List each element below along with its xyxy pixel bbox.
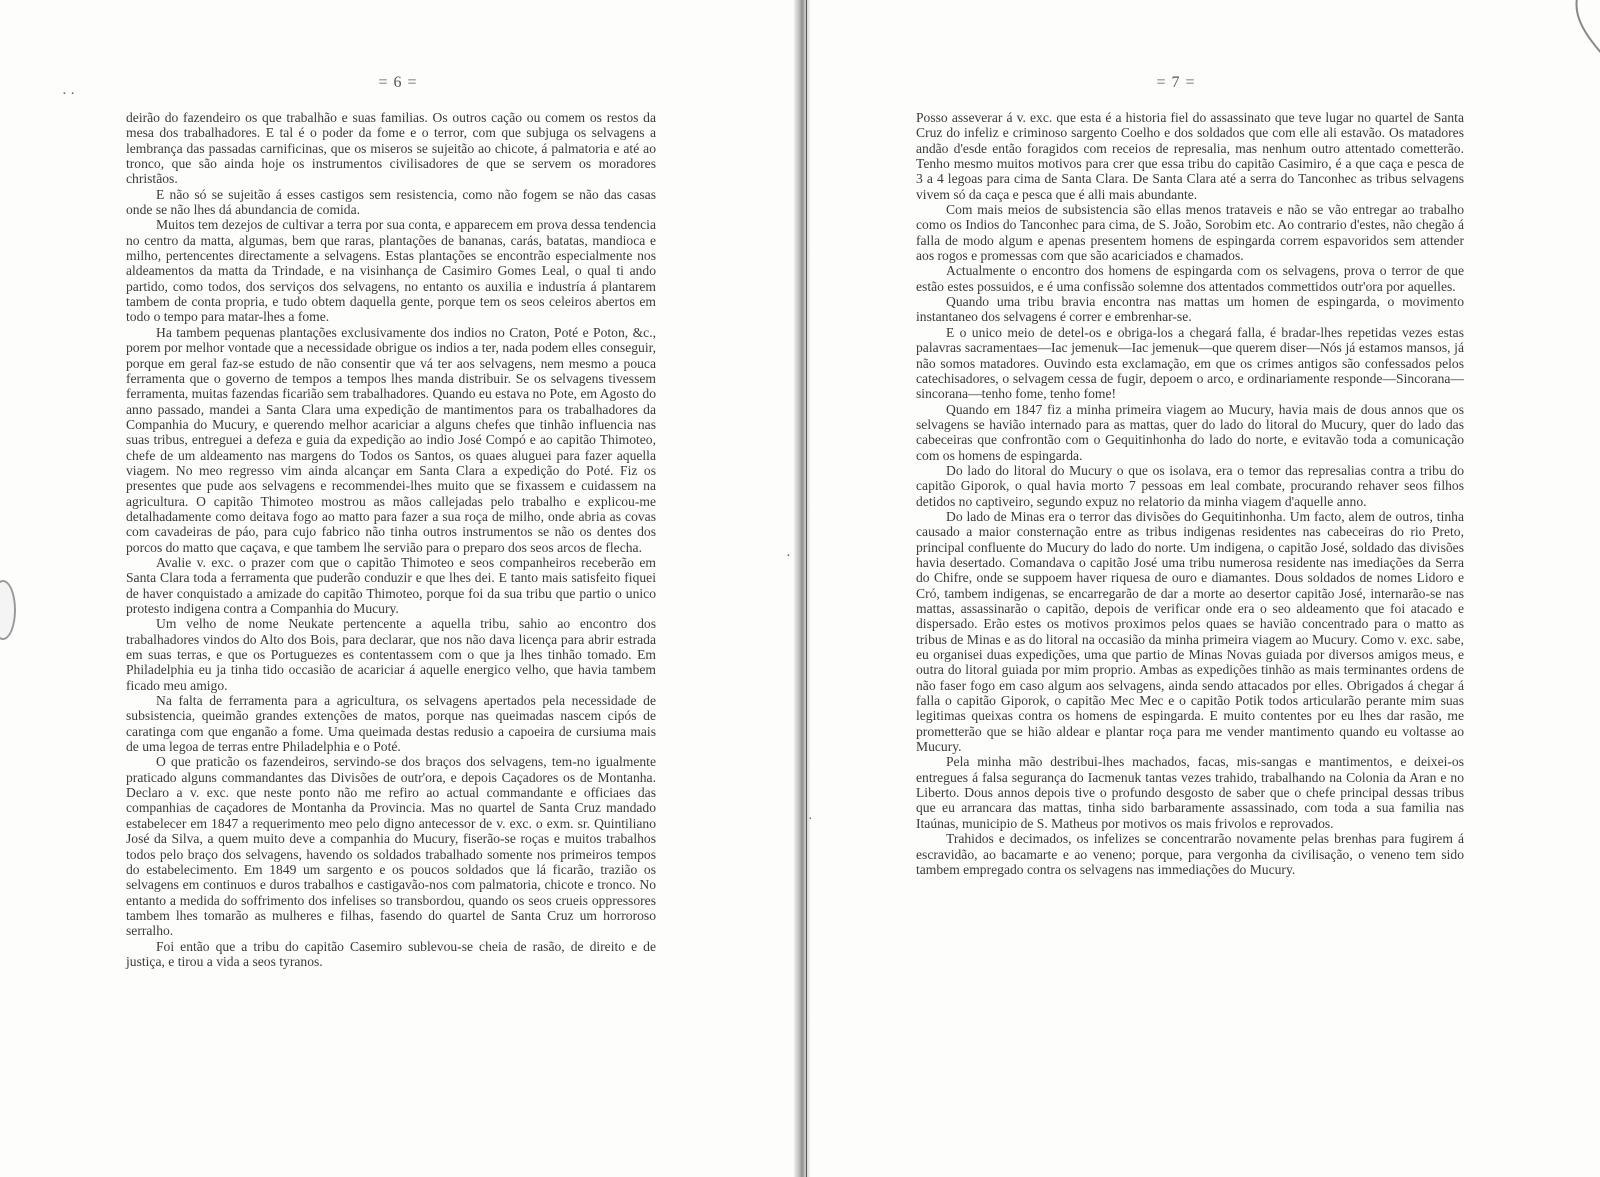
paragraph: Trahidos e decimados, os infelizes se concentrarão novamente pelas brenhas para fugirem á escravidão, ao bacamarte e ao veneno; porque, para vergonha da civilisação, o veneno tem sido tambem empregado contra os selvagens nas immediações do Mucury. [916,831,1464,877]
paragraph: Posso asseverar á v. exc. que esta é a historia fiel do assassinato que teve lugar no quartel de Santa Cruz do infeliz e criminoso sargento Coelho e dos soldados que com elle ali estavão. Os matadores andão d'esde então foragidos com receios de represalia, mas nenhum outro attentado cometterão. Tenho mesmo muitos motivos para crer que essa tribu do capitão Casimiro, é a que caça e pesca de 3 a 4 legoas para cima de Santa Clara. De Santa Clara até a serra do Tanconhec as tribus selvagens vivem só da caça e pesca que é alli mais abundante. [916,110,1464,202]
paragraph: Quando uma tribu bravia encontra nas mattas um homen de espingarda, o movimento instantaneo dos selvagens é correr e embrenhar-se. [916,294,1464,325]
paragraph: E o unico meio de detel-os e obriga-los a chegará falla, é bradar-lhes repetidas vezes estas palavras sacramentaes—Iac jemenuk—Iac jemenuk—que querem diser—Nós já estamos mansos, já não somos matadores. Ouvindo esta exclamação, em que os crimes antigos são confessados pelos catechisadores, o selvagem cessa de fugir, depoem o arco, e ordinariamente responde—Sincorana—sincorana—tenho fome, tenho fome! [916,324,1464,402]
paragraph: deirão do fazendeiro os que trabalhão e suas familias. Os outros cação ou comem os restos da mesa dos trabalhadores. E tal é o poder da fome e o terror, com que subjuga os selvagens a lembrança das passadas carnificinas, que os miseros se sujeitão ao chicote, á palmatoria e até ao tronco, que são ainda hoje os instrumentos civilisadores de que se servem os moradores christãos. [126,110,656,187]
paragraph: Do lado do litoral do Mucury o que os isolava, era o temor das represalias contra a tribu do capitão Giporok, o qual havia morto 7 pessoas em leal combate, procurando rehaver seos filhos detidos no captiveiro, segundo expuz no relatorio da minha viagem d'aquelle anno. [916,462,1464,509]
paragraph: Muitos tem dezejos de cultivar a terra por sua conta, e apparecem em prova dessa tendencia no centro da matta, algumas, bem que raras, plantações de bananas, carás, batatas, mandioca e milho, pertencentes directamente a selvagens. Estas plantações se encontrão especialmente nos aldeamentos da matta da Trindade, e na visinhança de Casimiro Gomes Leal, o qual ti ando partido, como todos, dos serviços dos selvagens, no entanto os auxilia e industría á plantarem tambem de conta propria, e tudo obtem daquella gente, porque tem os seos celeiros abertos em todo o tempo para matar-lhes a fome. [126,217,656,325]
binding-hole [0,580,16,640]
gutter-speck-mark: ⋅ [786,549,791,564]
paragraph: Do lado de Minas era o terror das divisões do Gequitinhonha. Um facto, alem de outros, tinha causado a maior consternação entre as tribus indigenas residentes nas cabeceiras do rio Preto, principal confluente do Mucury do lado do norte. Um indigena, o capitão José, soldado das divisões havia desertado. Comandava o capitão José uma tribu numerosa residente nas imediações da Serra do Chifre, onde se suppoem haver riquesa de ouro e diamantes. Dous soldados de nomes Lidoro e Cró, tambem indigenas, se encarregarão de dar a morte ao desertor capitão José, internarão-se nas mattas, assassinarão o capitão, depois de verificar onde era o seo aldeamento que foi atacado e dispersado. Erão estes os motivos proximos pelos quaes se havião concentrado para o matto as tribus de Minas e as do litoral na occasião da minha primeira viagem ao Mucury. Como v. exc. sabe, eu organisei duas expedições, uma que partio de Minas Novas guiada por diversos amigos meus, e outra do litoral guiada por mim proprio. Ambas as expedições tinhão as mais terminantes ordens de não faser fogo em caso algum aos selvagens, ainda sendo attacados por elles. Obrigados á chegar á falla o capitão Giporok, o capitão Mec Mec e o capitão Potik todos articularão perante mim suas legitimas queixas contra os homens de espingarda. E muito contentes por eu lhes dar rasão, me prometterão que se hião aldear e plantar roça para me vender mantimento quando eu voltasse ao Mucury. [916,508,1464,755]
paragraph: Foi então que a tribu do capitão Casemiro sublevou-se cheia de rasão, de direito e de justiça, e tirou a vida a seos tyranos. [126,938,656,969]
paragraph: Actualmente o encontro dos homens de espingarda com os selvagens, prova o terror de que estão estes possuidos, e é uma confissão solemne dos attentados commettidos outr'ora por aquelles. [916,263,1464,294]
page-number-left: = 6 = [378,74,418,91]
right-page-body [916,110,1464,877]
paragraph: O que praticão os fazendeiros, servindo-se dos braços dos selvagens, tem-no igualmente praticado alguns commandantes das Divisões de outr'ora, e depois Caçadores os de Montanha. Declaro a v. exc. que neste ponto não me refiro ao actual commandante e officiaes das companhias de caçadores de Montanha da Provincia. Mas no quartel de Santa Cruz mandado estabelecer em 1847 a requerimento meo pelo digno antecessor de v. exc. o exm. sr. Quintiliano José da Silva, a quem muito deve a companhia do Mucury, fiserão-se roças e muitos trabalhos todos pelo braço dos selvagens, havendo os soldados trabalhado somente nos primeiros tempos do estabelecimento. Em 1849 um sargento e os poucos soldados que lá ficarão, trazião os selvagens em continuos e duros trabalhos e castigavão-nos com palmatoria, chicote e tronco. No entanto a medida do soffrimento dos infelises so transbordou, quando os seos crueis oppressores tambem lhes tomarão as mulheres e filhas, fasendo do quartel de Santa Cruz um horroroso serralho. [126,754,656,939]
scan-speck-mark: ⋅ ⋅ [62,87,76,102]
paragraph: Na falta de ferramenta para a agricultura, os selvagens apertados pela necessidade de subsistencia, queimão grandes extenções de matos, porque nas queimadas nascem cipós de caratinga com que enganão a fome. Uma queimada destas redusio a capoeira de cursiuma mais de uma legoa de terras entre Philadelphia e o Poté. [126,693,656,755]
page-number-right: = 7 = [1156,74,1196,91]
book-gutter [794,0,810,1177]
paragraph: Quando em 1847 fiz a minha primeira viagem ao Mucury, havia mais de dous annos que os selvagens se havião internado para as mattas, quer do lado do litoral do Mucury, quer do lado das cabeceiras que confrontão com o Gequitinhonha do lado do norte, e evitavão toda a comunicação com os homens de espingarda. [916,401,1464,463]
paragraph: E não só se sujeitão á esses castigos sem resistencia, como não fogem se não das casas onde se não lhes dá abundancia de comida. [126,186,656,218]
page-corner-curl [1570,0,1600,64]
paragraph: Um velho de nome Neukate pertencente a aquella tribu, sahio ao encontro dos trabalhadores vindos do Alto dos Bois, para declarar, que nos não dava licença para abrir estrada em suas terras, e que os Portuguezes es contentassem com o que ja lhes tinhão tomado. Em Philadelphia eu ja tinha tido occasião de acariciar á aquelle energico velho, que havia tambem ficado meu amigo. [126,616,656,693]
paragraph: Pela minha mão destribui-lhes machados, facas, mis-sangas e mantimentos, e deixei-os entregues á falsa segurança do Iacmenuk tantas vezes trahido, trabalhando na Colonia da Aran e no Liberto. Dous annos depois tive o profundo desgosto de saber que o chefe principal dessas tribus que eu arrancara das mattas, tinha sido barbaramente assassinado, com toda a sua familia nas Itaúnas, municipio de S. Matheus por motivos os mais frivolos e reprovados. [916,754,1464,831]
paragraph: Ha tambem pequenas plantações exclusivamente dos indios no Craton, Poté e Poton, &c., porem por melhor vontade que a necessidade obrigue os indios a ter, nada podem elles conseguir, porque em geral faz-se estudo de não consentir que vá ter aos selvagens, nem mesmo a pouca ferramenta que o governo de tempos a tempos lhes manda distribuir. Se os selvagens tivessem ferramenta, muitas fazendas ficarião sem trabalhadores. Quando eu estava no Pote, em Agosto do anno passado, mandei a Santa Clara uma expedição de mantimentos para os trabalhadores da Companhia do Mucury, e querendo melhor acariciar a alguns chefes que tinhão influencia nas suas tribus, entreguei a defeza e guia da expedição ao indio José Compó e ao capitão Thimoteo, chefe de um aldeamento nas margens do Todos os Santos, os quaes aluguei para fazer aquella viagem. No meo regresso vim ainda alcançar em Santa Clara a expedição do Poté. Fiz os presentes que pude aos selvagens e recommendei-lhes muito que se fixassem e cuidassem na agricultura. O capitão Thimoteo mostrou as mãos callejadas pelo trabalho e explicou-me detalhadamente como deitava fogo ao matto para fazer a sua roça de milho, onde abria as covas com cavadeiras de páo, para cujo fabrico não tinha outros instrumentos se não os dentes dos porcos do matto que caçava, e que tambem lhe servião para o preparo dos seos arcos de flecha. [126,324,656,555]
paragraph: Avalie v. exc. o prazer com que o capitão Thimoteo e seos companheiros receberão em Santa Clara toda a ferramenta que puderão conduzir e que lhes dei. E tanto mais satisfeito fiquei de haver conquistado a amizade do capitão Thimoteo, porque foi da sua tribu que partio o unico protesto indigena contra a Companhia do Mucury. [126,554,656,616]
paragraph: Com mais meios de subsistencia são ellas menos trataveis e não se vão entregar ao trabalho como os Indios do Tanconhec para cima, de S. João, Sorobim etc. Ao contrario d'estes, não chegão á falla de modo algum e apenas presentem homens de espingarda correm espavoridos sem attender aos rogos e promessas com que são acariciados e chamados. [916,202,1464,264]
gutter-speck-mark-2: · [808,812,813,827]
left-page-body [126,110,656,969]
gutter-fold-line [806,0,807,1177]
